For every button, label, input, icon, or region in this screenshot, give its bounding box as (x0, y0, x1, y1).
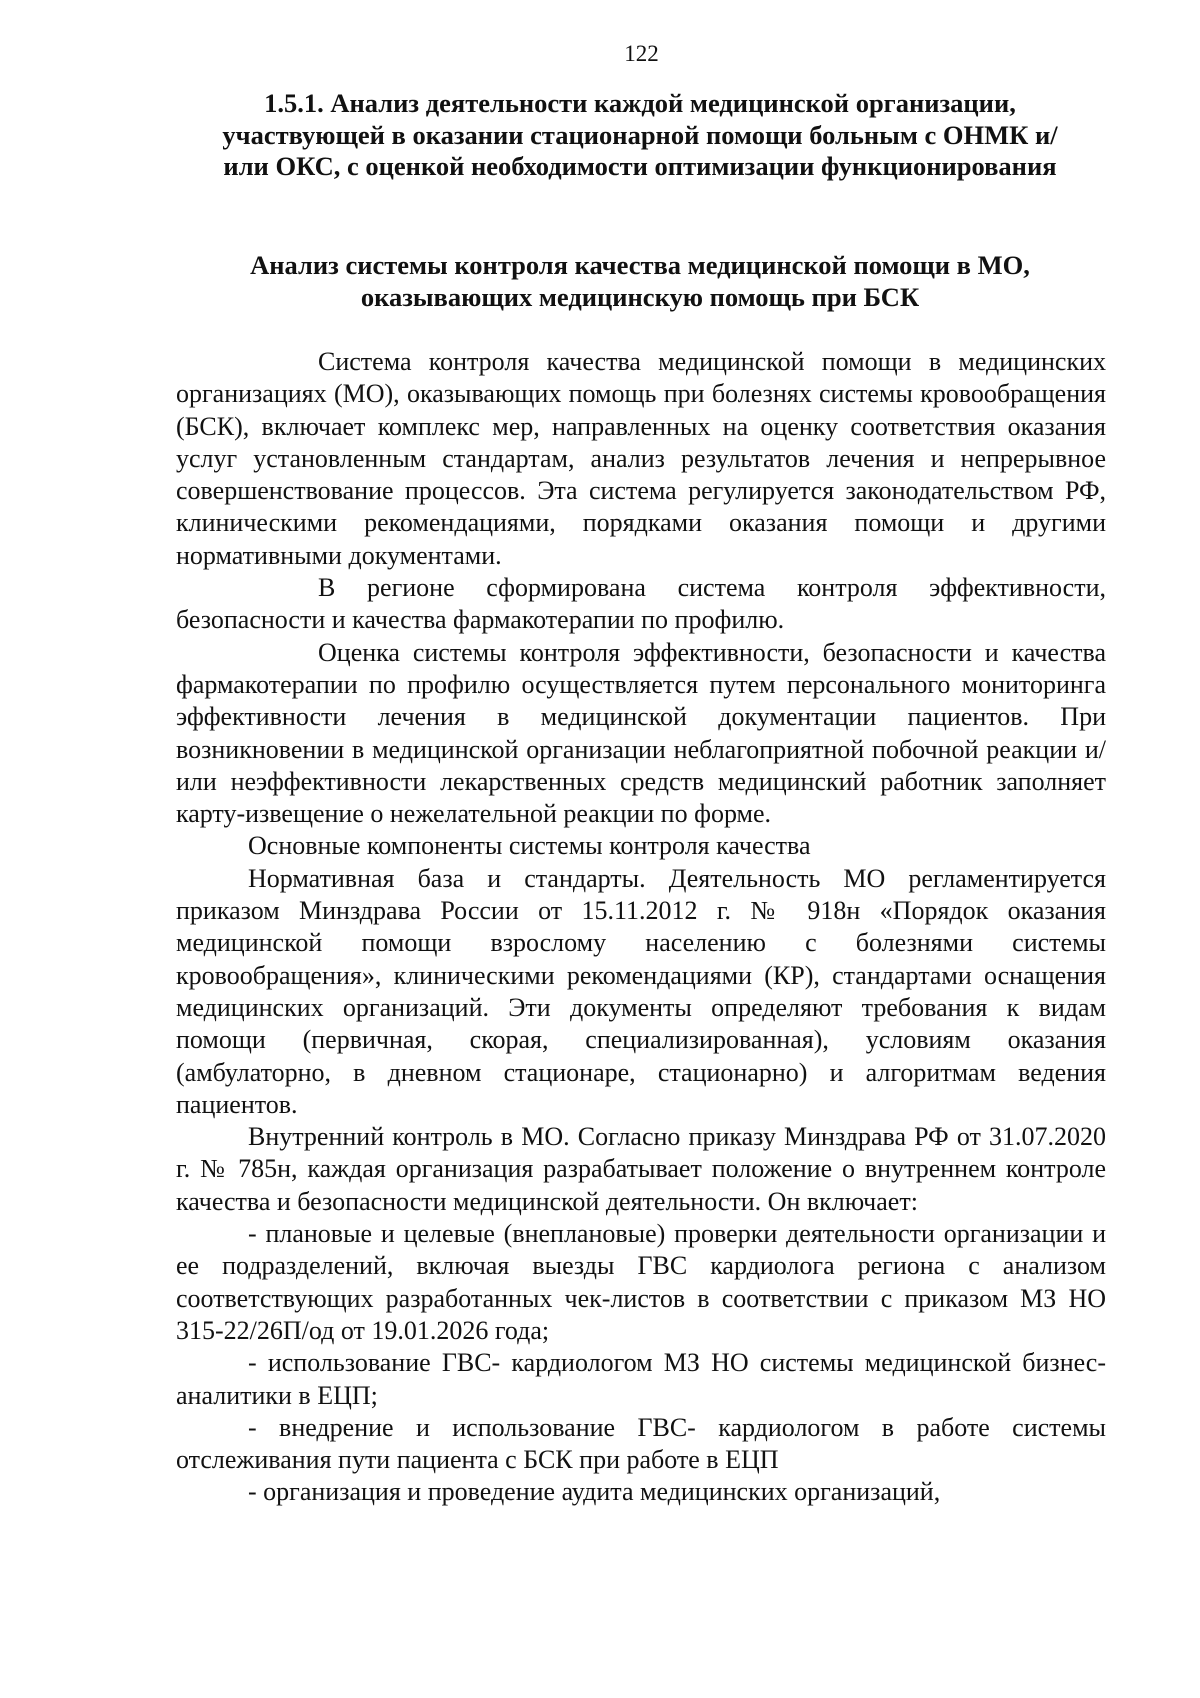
list-item: - внедрение и использование ГВС- кардиологом в работе системы отслеживания пути пациента с БСК при работе в ЕЦП (176, 1412, 1106, 1475)
list-item: - организация и проведение аудита медицинских организаций, (248, 1477, 941, 1507)
list-item: - плановые и целевые (внеплановые) проверки деятельности организации и ее подразделений, включая выезды ГВС кардиолога региона с анализом соответствующих разработанных чек-листов в соответствии с приказом МЗ НО 315-22/26П/од от 19.01.2026 года; (176, 1219, 1106, 1345)
paragraph-regulatory-base: Нормативная база и стандарты. Деятельность МО регламентируется приказом Минздрава России от 15.11.2012 г. № 918н «Порядок оказания медицинской помощи взрослому населению с болезнями системы кровообращения», клиническими рекомендациями (КР), стандартами оснащения медицинских организаций. Эти документы определяют требования к видам помощи (первичная, скорая, специализированная), условиям оказания (амбулаторно, в дневном стационаре, стационарно) и алгоритмам ведения пациентов. (176, 863, 1106, 1119)
page-number: 122 (624, 41, 659, 66)
paragraph-region-system: В регионе сформирована система контроля эффективности, безопасности и качества фармакотерапии по профилю. (176, 573, 1106, 635)
body-text (176, 346, 1106, 1509)
section-heading: 1.5.1. Анализ деятельности каждой медицинской организации, участвующей в оказании стационарной помощи больным с ОНМК и/или ОКС, с оценкой необходимости оптимизации функционирования (222, 88, 1058, 181)
paragraph-pharmacotherapy-assessment: Оценка системы контроля эффективности, безопасности и качества фармакотерапии по профилю осуществляется путем персонального мониторинга эффективности лечения в медицинской документации пациентов. При возникновении в медицинской организации неблагоприятной побочной реакции и/или неэффективности лекарственных средств медицинский работник заполняет карту-извещение о нежелательной реакции по форме. (176, 637, 1106, 829)
paragraph-quality-system: Система контроля качества медицинской помощи в медицинских организациях (МО), оказывающих помощь при болезнях системы кровообращения (БСК), включает комплекс мер, направленных на оценку соответствия оказания услуг установленным стандартам, анализ результатов лечения и непрерывное совершенствование процессов. Эта система регулируется законодательством РФ, клиническими рекомендациями, порядками оказания помощи и другими нормативными документами. (176, 347, 1106, 570)
paragraph-internal-control: Внутренний контроль в МО. Согласно приказу Минздрава РФ от 31.07.2020 г. № 785н, каждая организация разрабатывает положение о внутреннем контроле качества и безопасности медицинской деятельности. Он включает: (176, 1122, 1106, 1216)
list-item: - использование ГВС- кардиологом МЗ НО системы медицинской бизнес- аналитики в ЕЦП; (176, 1348, 1106, 1410)
subsection-heading: Анализ системы контроля качества медицинской помощи в МО, оказывающих медицинскую помощь при БСК (250, 250, 1030, 312)
paragraph-main-components: Основные компоненты системы контроля качества (248, 831, 811, 861)
